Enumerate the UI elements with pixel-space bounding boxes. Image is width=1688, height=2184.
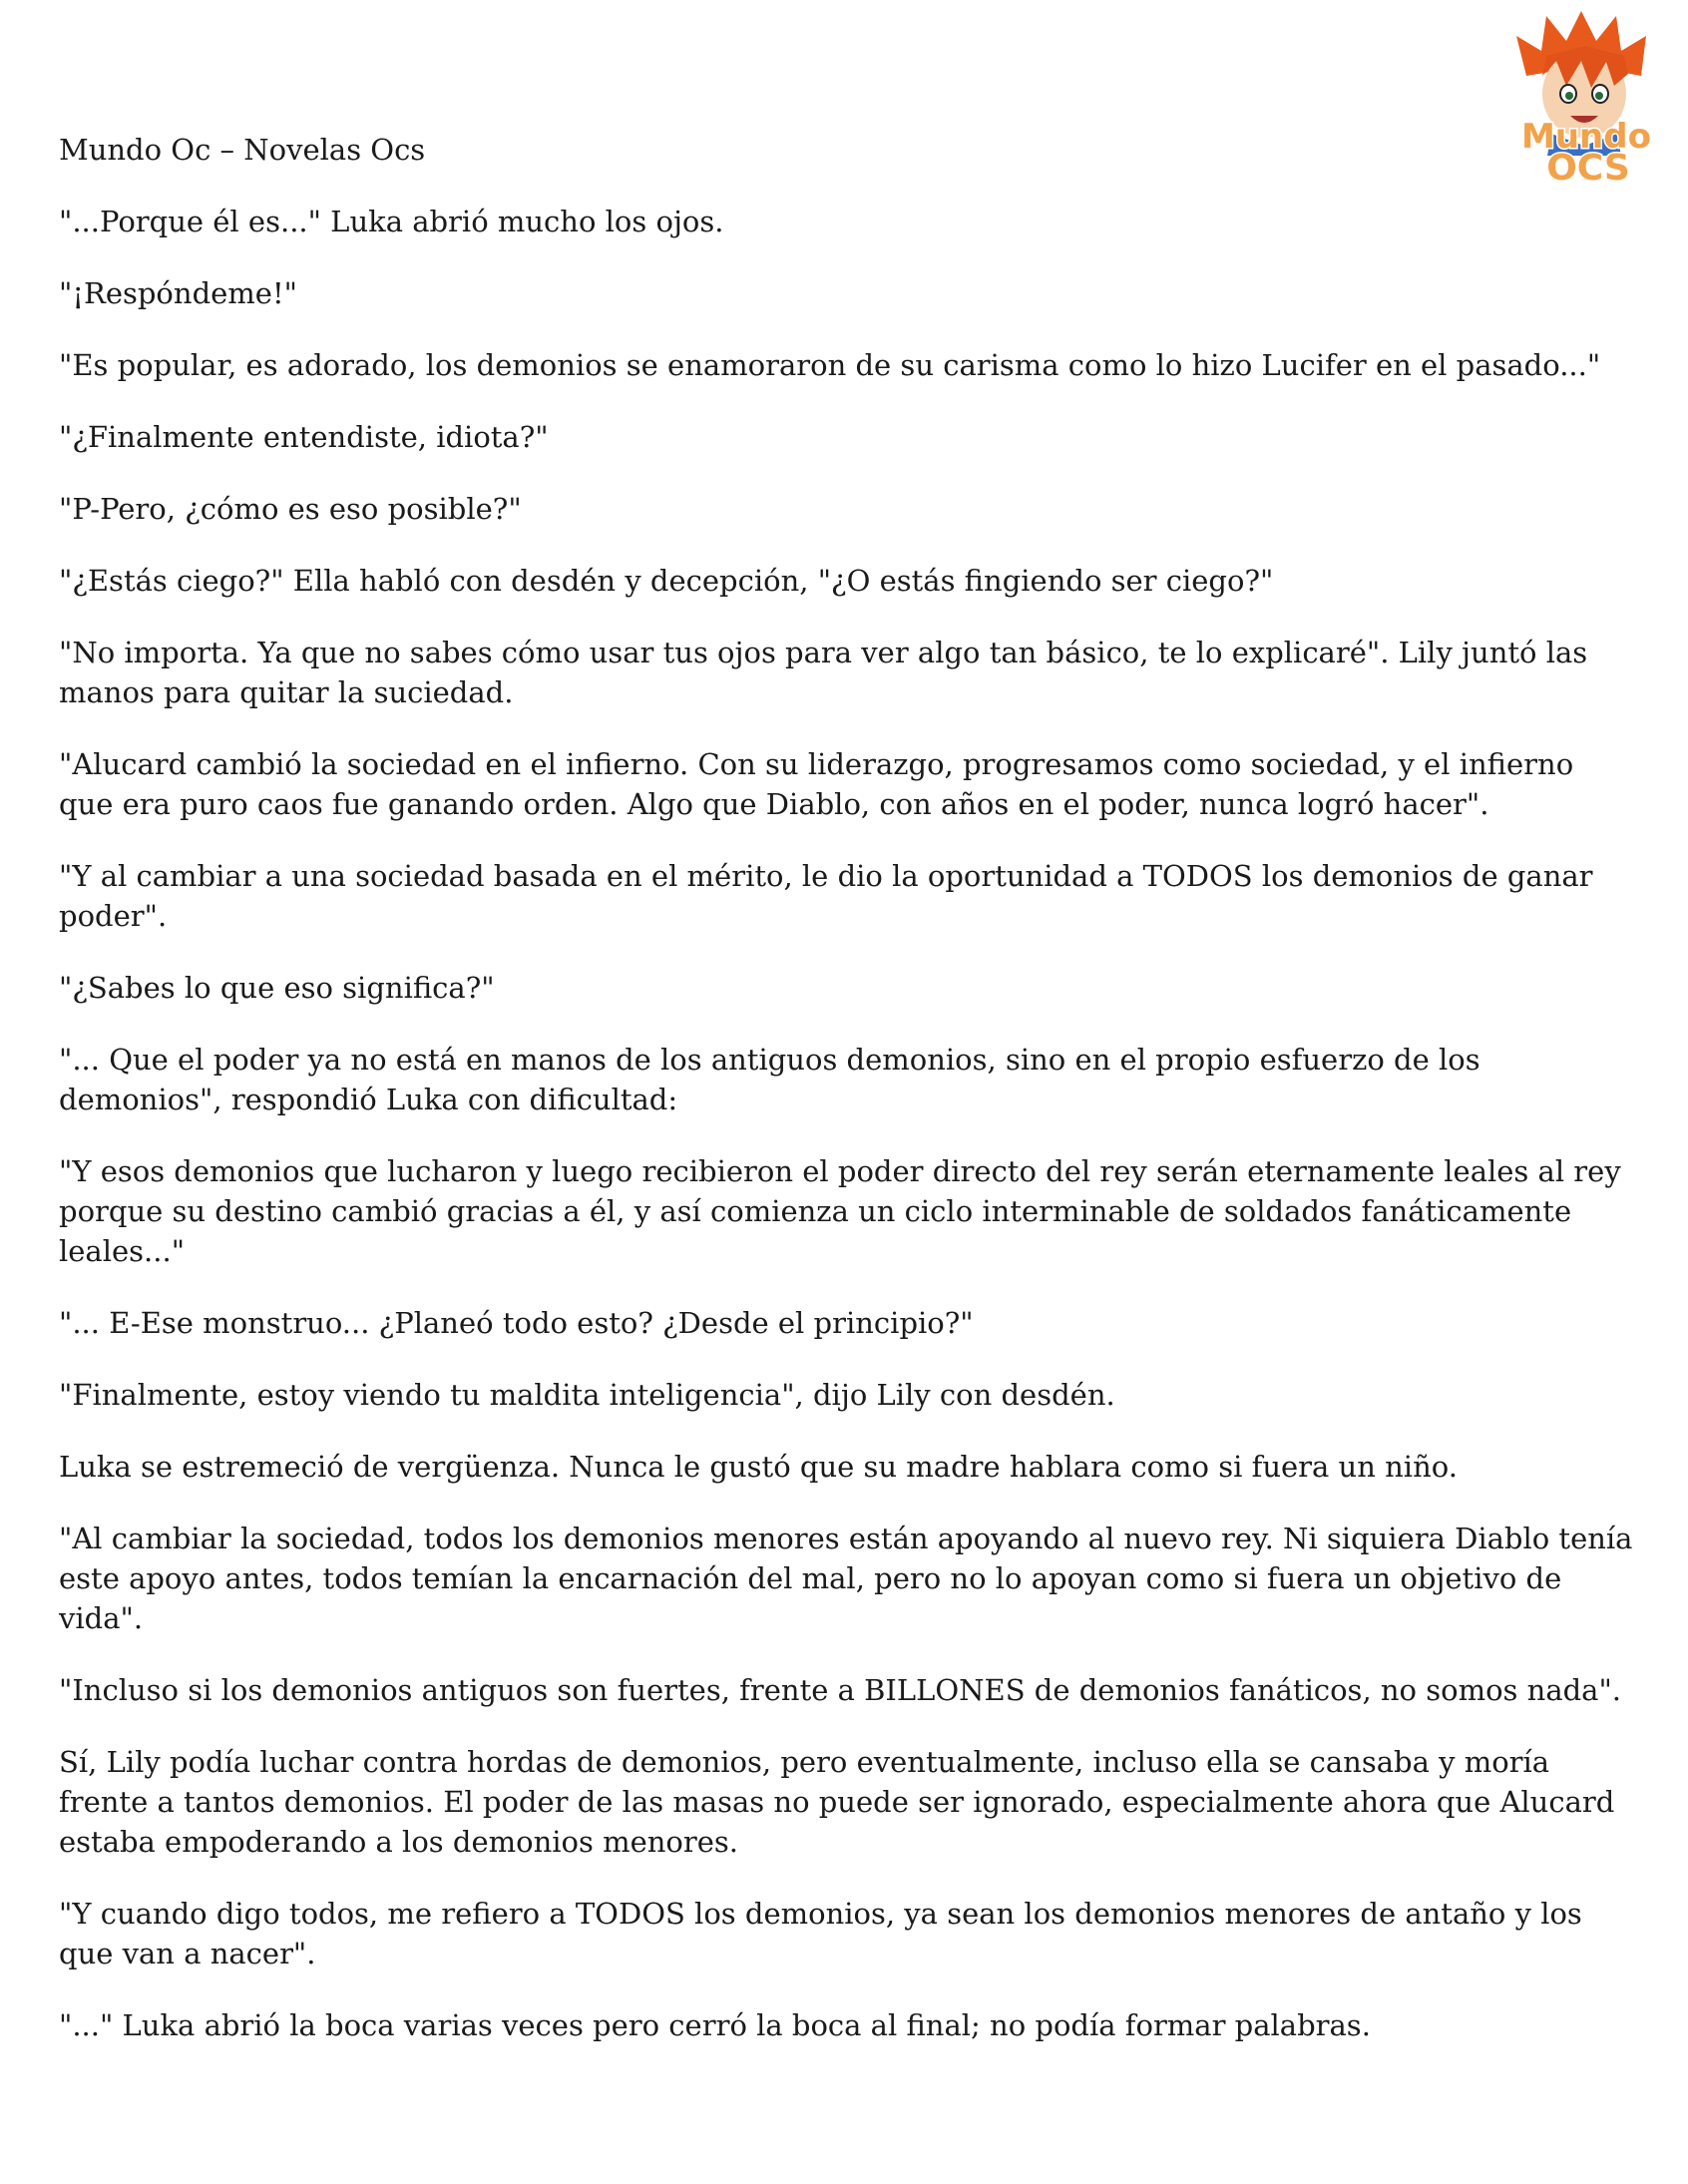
paragraph: "No importa. Ya que no sabes cómo usar tus ojos para ver algo tan básico, te lo explicaré". Lily juntó las manos para quitar la suciedad. [59, 636, 1588, 709]
paragraph: "Y al cambiar a una sociedad basada en el mérito, le dio la oportunidad a TODOS los demonios de ganar poder". [59, 859, 1593, 933]
paragraph: "Y cuando digo todos, me refiero a TODOS los demonios, ya sean los demonios menores de antaño y los que van a nacer". [59, 1897, 1582, 1970]
document-body [59, 202, 1635, 2077]
right-pupil [1595, 92, 1603, 100]
logo-text-ocs: OCS [1546, 148, 1630, 186]
paragraph: Luka se estremeció de vergüenza. Nunca le gustó que su madre hablara como si fuera un niño. [59, 1450, 1458, 1484]
paragraph: "Incluso si los demonios antiguos son fuertes, frente a BILLONES de demonios fanáticos, no somos nada". [59, 1673, 1622, 1707]
document-header: Mundo Oc – Novelas Ocs [59, 133, 426, 167]
paragraph: "... Que el poder ya no está en manos de los antiguos demonios, sino en el propio esfuerzo de los demonios", respondió Luka con dificultad: [59, 1043, 1480, 1116]
paragraph: "..." Luka abrió la boca varias veces pero cerró la boca al final; no podía formar palabras. [59, 2008, 1371, 2042]
paragraph: "Finalmente, estoy viendo tu maldita inteligencia", dijo Lily con desdén. [59, 1378, 1115, 1412]
logo-text-mundo: Mundo [1521, 117, 1651, 157]
paragraph: "¿Estás ciego?" Ella habló con desdén y decepción, "¿O estás fingiendo ser ciego?" [59, 564, 1274, 598]
paragraph: "¿Sabes lo que eso significa?" [59, 971, 495, 1005]
paragraph: "... E-Ese monstruo... ¿Planeó todo esto? ¿Desde el principio?" [59, 1306, 974, 1340]
paragraph: "Y esos demonios que lucharon y luego recibieron el poder directo del rey serán eternamente leales al rey porque su destino cambió gracias a él, y así comienza un ciclo interminable de soldados fanáticamente leales..." [59, 1154, 1621, 1268]
paragraph: "...Porque él es..." Luka abrió mucho los ojos. [59, 205, 724, 238]
paragraph: "P-Pero, ¿cómo es eso posible?" [59, 492, 522, 526]
paragraph: "¿Finalmente entendiste, idiota?" [59, 420, 549, 454]
paragraph: "¡Respóndeme!" [59, 276, 297, 310]
mascot-icon [1496, 6, 1676, 186]
paragraph: "Al cambiar la sociedad, todos los demonios menores están apoyando al nuevo rey. Ni siquiera Diablo tenía este apoyo antes, todos temían la encarnación del mal, pero no lo apoyan como si fuera un objetivo de vida". [59, 1522, 1633, 1635]
paragraph: "Es popular, es adorado, los demonios se enamoraron de su carisma como lo hizo Lucifer en el pasado..." [59, 348, 1601, 382]
left-pupil [1565, 92, 1573, 100]
paragraph: Sí, Lily podía luchar contra hordas de demonios, pero eventualmente, incluso ella se cansaba y moría frente a tantos demonios. El poder de las masas no puede ser ignorado, especialmente ahora que Alucard estaba empoderando a los demonios menores. [59, 1745, 1615, 1859]
paragraph: "Alucard cambió la sociedad en el infierno. Con su liderazgo, progresamos como sociedad, y el infierno que era puro caos fue ganando orden. Algo que Diablo, con años en el poder, nunca logró hacer". [59, 747, 1574, 821]
mundo-ocs-logo [1496, 6, 1676, 186]
